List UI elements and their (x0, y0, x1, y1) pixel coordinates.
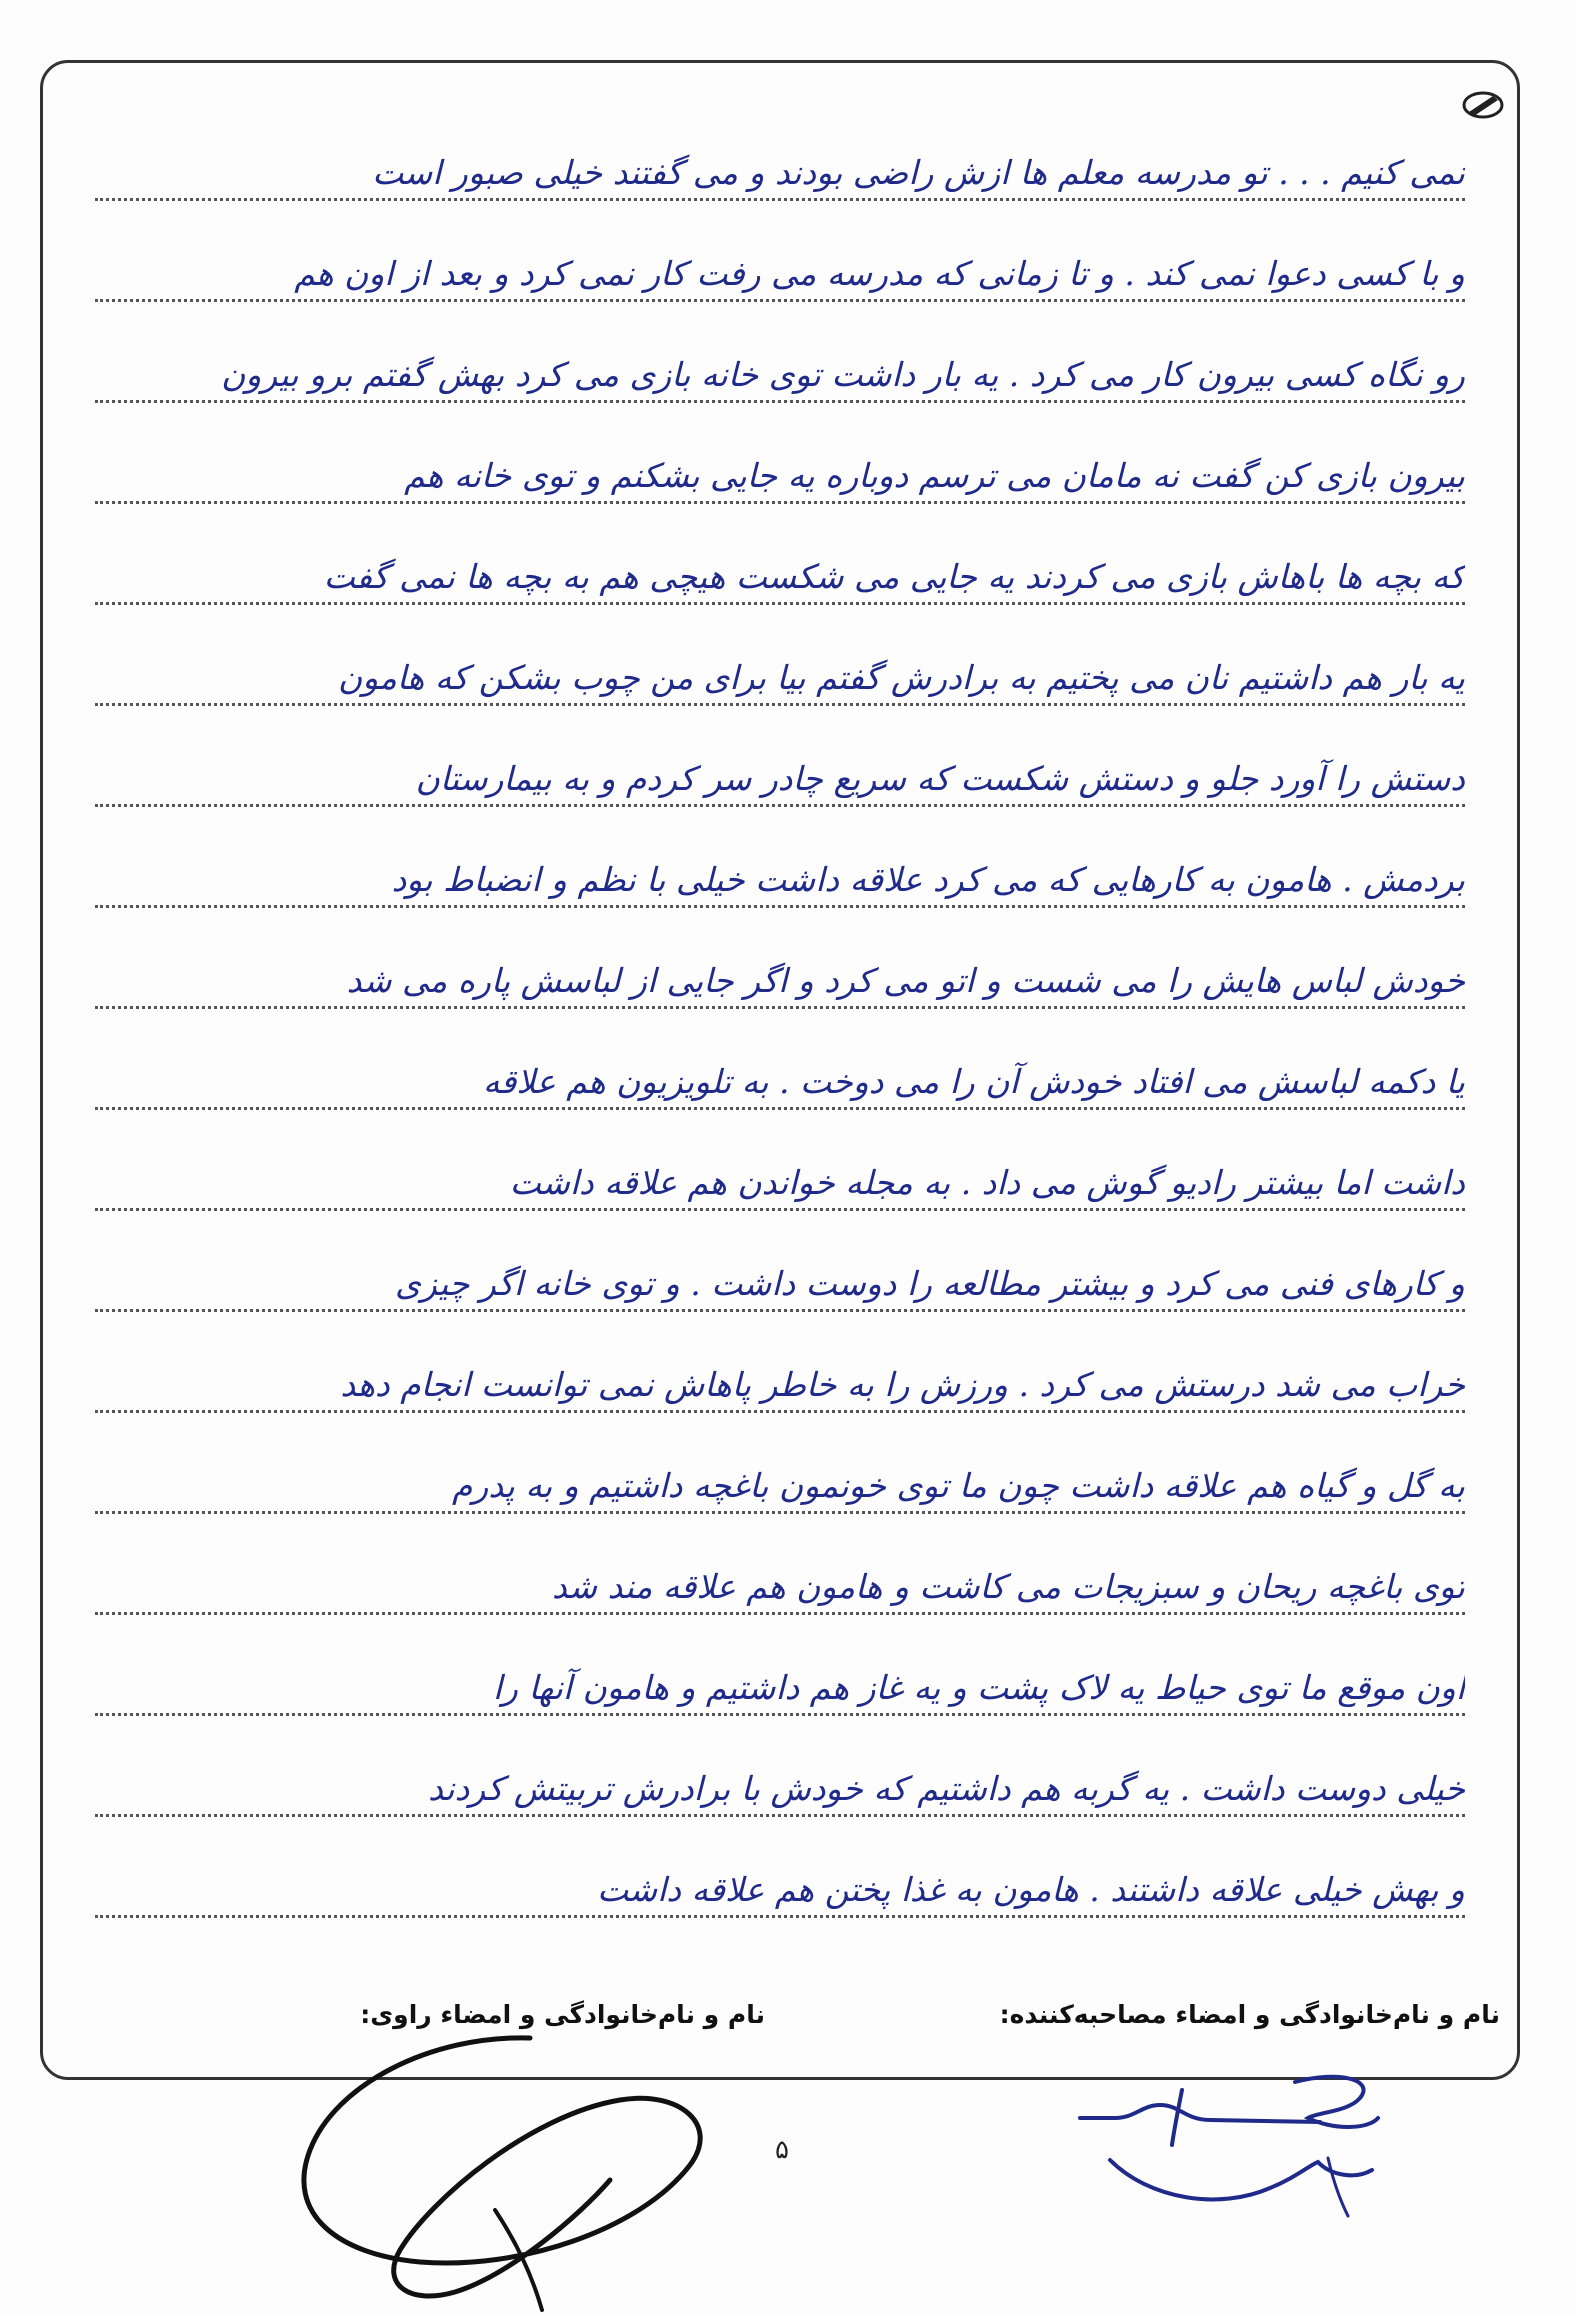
text-line (95, 706, 1465, 807)
handwritten-line-text: داشت اما بیشتر رادیو گوش می داد . به مجله خواندن هم علاقه داشت (509, 1163, 1465, 1203)
handwritten-line-text: که بچه ها باهاش بازی می کردند یه جایی می شکست هیچی هم به بچه ها نمی گفت (323, 557, 1465, 597)
handwritten-text-block (95, 100, 1465, 1918)
text-line (95, 1615, 1465, 1716)
text-line (95, 605, 1465, 706)
handwritten-line-text: بیرون بازی کن گفت نه مامان می ترسم دوباره یه جایی بشکنم و توی خانه هم (404, 456, 1465, 496)
text-line (95, 908, 1465, 1009)
handwritten-line-text: یه بار هم داشتیم نان می پختیم به برادرش گفتم بیا برای من چوب بشکن که هامون (337, 658, 1465, 698)
handwritten-line-text: اون موقع ما توی حیاط یه لاک پشت و یه غاز هم داشتیم و هامون آنها را (492, 1668, 1465, 1708)
text-line (95, 201, 1465, 302)
text-line (95, 403, 1465, 504)
handwritten-line-text: و با کسی دعوا نمی کند . و تا زمانی که مدرسه می رفت کار نمی کرد و بعد از اون هم (294, 254, 1465, 294)
text-line (95, 302, 1465, 403)
handwritten-line-text: توی باغچه ریحان و سبزیجات می کاشت و هامون هم علاقه مند شد (552, 1567, 1465, 1607)
handwritten-line-text: نمی کنیم . . . تو مدرسه معلم ها ازش راضی بودند و می گفتند خیلی صبور است (372, 153, 1465, 193)
handwritten-line-text: خیلی دوست داشت . یه گربه هم داشتیم که خودش با برادرش تربیتش کردند (428, 1769, 1465, 1809)
text-line (95, 807, 1465, 908)
text-line (95, 1312, 1465, 1413)
narrator-signature-label: نام و نام‌خانوادگی و امضاء راوی: (360, 2000, 765, 2029)
handwritten-line-text: رو نگاه کسی بیرون کار می کرد . یه بار داشت توی خانه بازی می کرد بهش گفتم برو بیرون (221, 355, 1465, 395)
handwritten-line-text: و بهش خیلی علاقه داشتند . هامون به غذا پختن هم علاقه داشت (597, 1870, 1465, 1910)
dotted-rule (95, 1915, 1465, 1918)
handwritten-line-text: به گل و گیاه هم علاقه داشت چون ما توی خونمون باغچه داشتیم و به پدرم (451, 1466, 1465, 1506)
text-line (95, 504, 1465, 605)
text-line (95, 1514, 1465, 1615)
interviewer-signature (1070, 2070, 1400, 2220)
text-line (95, 1211, 1465, 1312)
handwritten-line-text: و کارهای فنی می کرد و بیشتر مطالعه را دوست داشت . و توی خانه اگر چیزی (395, 1264, 1465, 1304)
page-number: ۵ (775, 2135, 789, 2165)
text-line (95, 1009, 1465, 1110)
handwritten-line-text: خراب می شد درستش می کرد . ورزش را به خاطر پاهاش نمی توانست انجام دهد (340, 1365, 1465, 1405)
handwritten-line-text: یا دکمه لباسش می افتاد خودش آن را می دوخت . به تلویزیون هم علاقه (482, 1062, 1465, 1102)
text-line (95, 100, 1465, 201)
pen-icon (1461, 88, 1505, 122)
handwritten-line-text: دستش را آورد جلو و دستش شکست که سریع چادر سر کردم و به بیمارستان (415, 759, 1465, 799)
handwritten-line-text: خودش لباس هایش را می شست و اتو می کرد و اگر جایی از لباسش پاره می شد (346, 961, 1465, 1001)
handwritten-line-text: بردمش . هامون به کارهایی که می کرد علاقه داشت خیلی با نظم و انضباط بود (391, 860, 1465, 900)
text-line (95, 1413, 1465, 1514)
text-line (95, 1110, 1465, 1211)
text-line (95, 1716, 1465, 1817)
text-line (95, 1817, 1465, 1918)
interviewer-signature-label: نام و نام‌خانوادگی و امضاء مصاحبه‌کننده: (999, 2000, 1500, 2029)
narrator-signature (280, 2030, 740, 2315)
